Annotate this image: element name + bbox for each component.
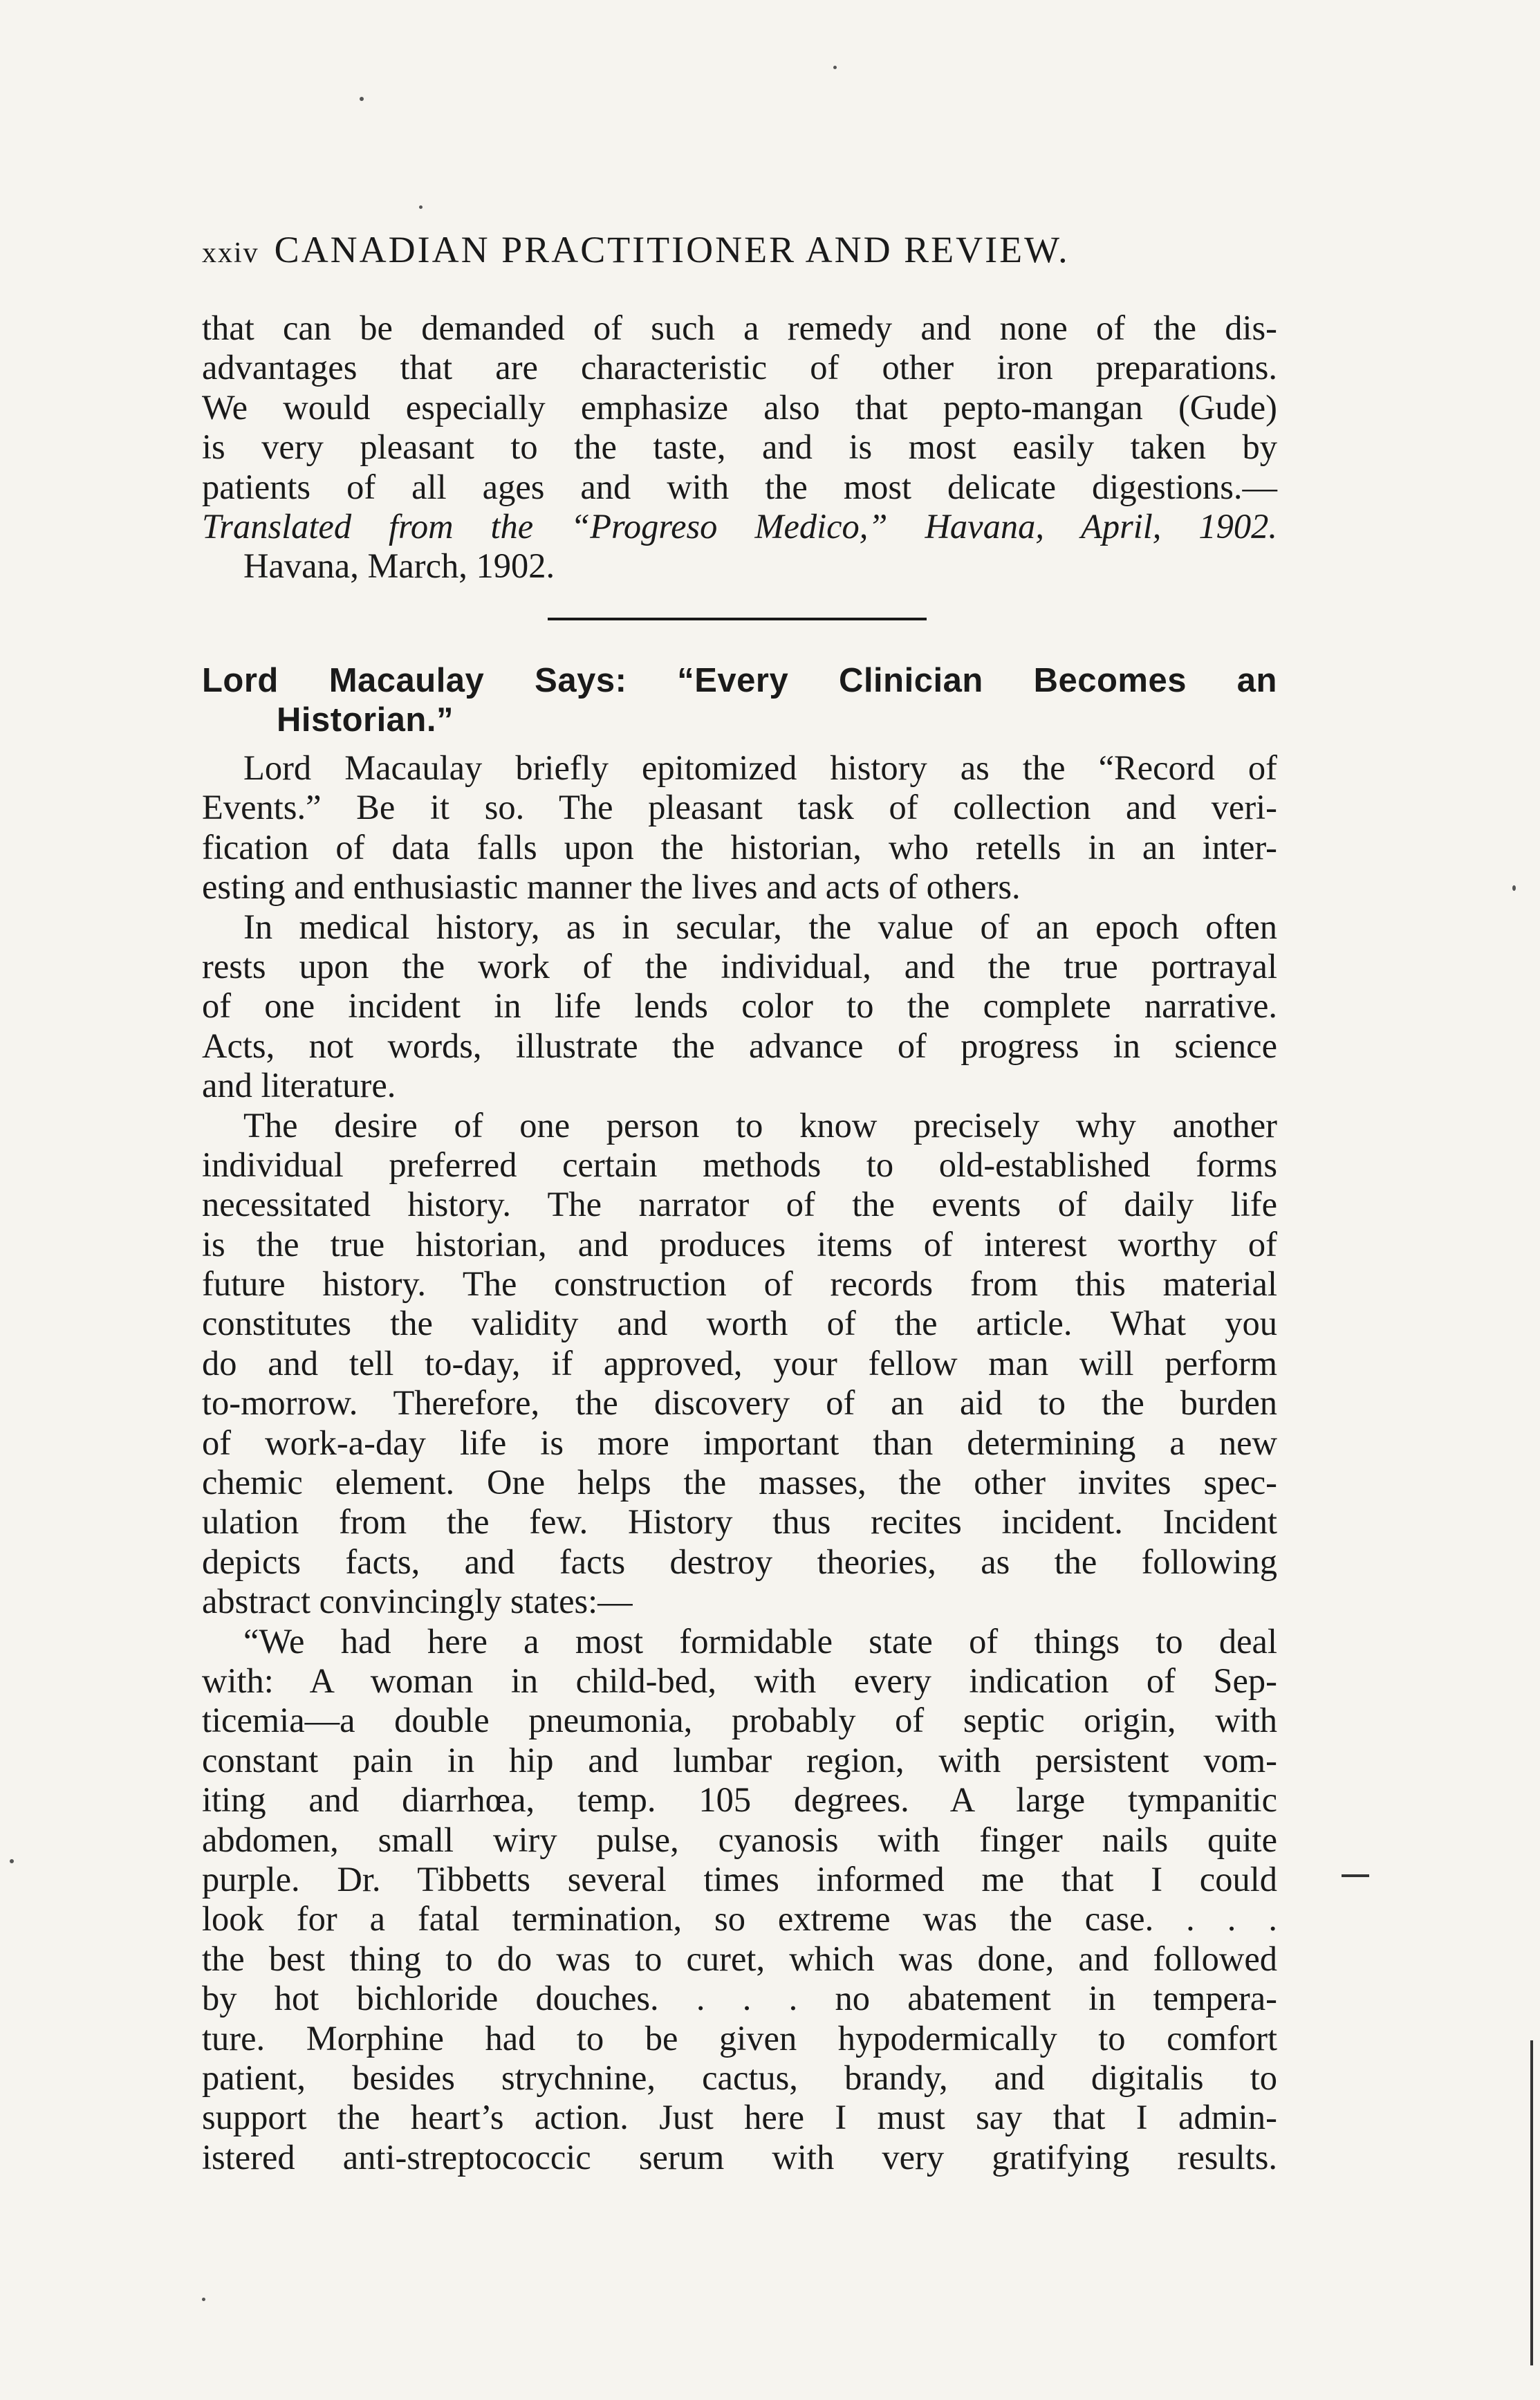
- article-body: [202, 748, 1277, 2177]
- heading-line: Lord Macaulay Says: “Every Clinician Becomes an: [202, 662, 1277, 699]
- margin-dash: [1342, 1874, 1369, 1877]
- text-line: ture. Morphine had to be given hypodermically to comfort: [202, 2018, 1277, 2058]
- text-line: The desire of one person to know precisely why another: [243, 1105, 1277, 1145]
- article-heading: [202, 661, 1277, 740]
- scan-speck: [10, 1859, 14, 1863]
- scan-speck: [833, 66, 837, 69]
- text-line: In medical history, as in secular, the value of an epoch often: [243, 907, 1277, 946]
- text-line: purple. Dr. Tibbetts several times informed me that I could: [202, 1859, 1277, 1899]
- text-line: of one incident in life lends color to the complete narrative.: [202, 986, 1277, 1026]
- text-line: constitutes the validity and worth of the article. What you: [202, 1304, 1277, 1343]
- page-number: xxiv: [202, 237, 259, 269]
- text-line: to-morrow. Therefore, the discovery of an aid to the burden: [202, 1383, 1277, 1423]
- text-line: “We had here a most formidable state of things to deal: [243, 1621, 1277, 1661]
- text-line: Events.” Be it so. The pleasant task of collection and veri-: [202, 788, 1277, 827]
- text-line: patients of all ages and with the most delicate digestions.—: [202, 467, 1277, 506]
- text-line: individual preferred certain methods to old-established forms: [202, 1145, 1277, 1184]
- scan-speck: [1512, 885, 1516, 891]
- text-line: constant pain in hip and lumbar region, with persistent vom-: [202, 1740, 1277, 1780]
- text-line: of work-a-day life is more important than determining a new: [202, 1423, 1277, 1462]
- source-citation: Translated from the “Progreso Medico,” Havana, April, 1902.: [202, 506, 1277, 546]
- text-line: and literature.: [202, 1066, 396, 1105]
- text-line: do and tell to-day, if approved, your fellow man will perform: [202, 1343, 1277, 1383]
- continuation-text: [202, 308, 1277, 587]
- text-line: necessitated history. The narrator of the events of daily life: [202, 1185, 1277, 1224]
- text-line: is the true historian, and produces items of interest worthy of: [202, 1224, 1277, 1264]
- text-line: future history. The construction of records from this material: [202, 1264, 1277, 1304]
- text-line: We would especially emphasize also that pepto-mangan (Gude): [202, 387, 1277, 427]
- text-line: abdomen, small wiry pulse, cyanosis with finger nails quite: [202, 1820, 1277, 1859]
- text-line: abstract convincingly states:—: [202, 1582, 633, 1621]
- dateline: Havana, March, 1902.: [243, 546, 555, 586]
- text-line: esting and enthusiastic manner the lives and acts of others.: [202, 867, 1021, 907]
- running-title: CANADIAN PRACTITIONER AND REVIEW.: [274, 229, 1070, 270]
- running-header: [202, 228, 1277, 271]
- heading-line: Historian.”: [277, 701, 454, 739]
- text-line: ticemia—a double pneumonia, probably of septic origin, with: [202, 1701, 1277, 1740]
- text-line: Lord Macaulay briefly epitomized history as the “Record of: [243, 748, 1277, 787]
- text-line: the best thing to do was to curet, which was done, and followed: [202, 1939, 1277, 1978]
- text-line: fication of data falls upon the historian, who retells in an inter-: [202, 827, 1277, 867]
- text-line: Acts, not words, illustrate the advance of progress in science: [202, 1026, 1277, 1065]
- text-line: is very pleasant to the taste, and is most easily taken by: [202, 427, 1277, 467]
- text-line: rests upon the work of the individual, and the true portrayal: [202, 946, 1277, 986]
- text-line: by hot bichloride douches. . . . no abatement in tempera-: [202, 1979, 1277, 2018]
- text-line: with: A woman in child-bed, with every indication of Sep-: [202, 1661, 1277, 1700]
- text-line: support the heart’s action. Just here I must say that I admin-: [202, 2098, 1277, 2137]
- scan-speck: [419, 205, 423, 209]
- text-line: patient, besides strychnine, cactus, brandy, and digitalis to: [202, 2058, 1277, 2097]
- text-line: advantages that are characteristic of other iron preparations.: [202, 348, 1277, 387]
- text-line: depicts facts, and facts destroy theories, as the following: [202, 1542, 1277, 1581]
- scan-speck: [360, 97, 364, 101]
- text-line: look for a fatal termination, so extreme was the case. . . .: [202, 1899, 1277, 1939]
- text-line: ulation from the few. History thus recites incident. Incident: [202, 1502, 1277, 1542]
- section-divider: [548, 618, 927, 620]
- binding-edge: [1530, 2040, 1533, 2365]
- text-line: istered anti-streptococcic serum with very gratifying results.: [202, 2137, 1277, 2177]
- text-line: iting and diarrhœa, temp. 105 degrees. A large tympanitic: [202, 1780, 1277, 1820]
- scan-speck: [202, 2298, 205, 2301]
- text-line: chemic element. One helps the masses, the other invites spec-: [202, 1463, 1277, 1502]
- text-line: that can be demanded of such a remedy and none of the dis-: [202, 308, 1277, 347]
